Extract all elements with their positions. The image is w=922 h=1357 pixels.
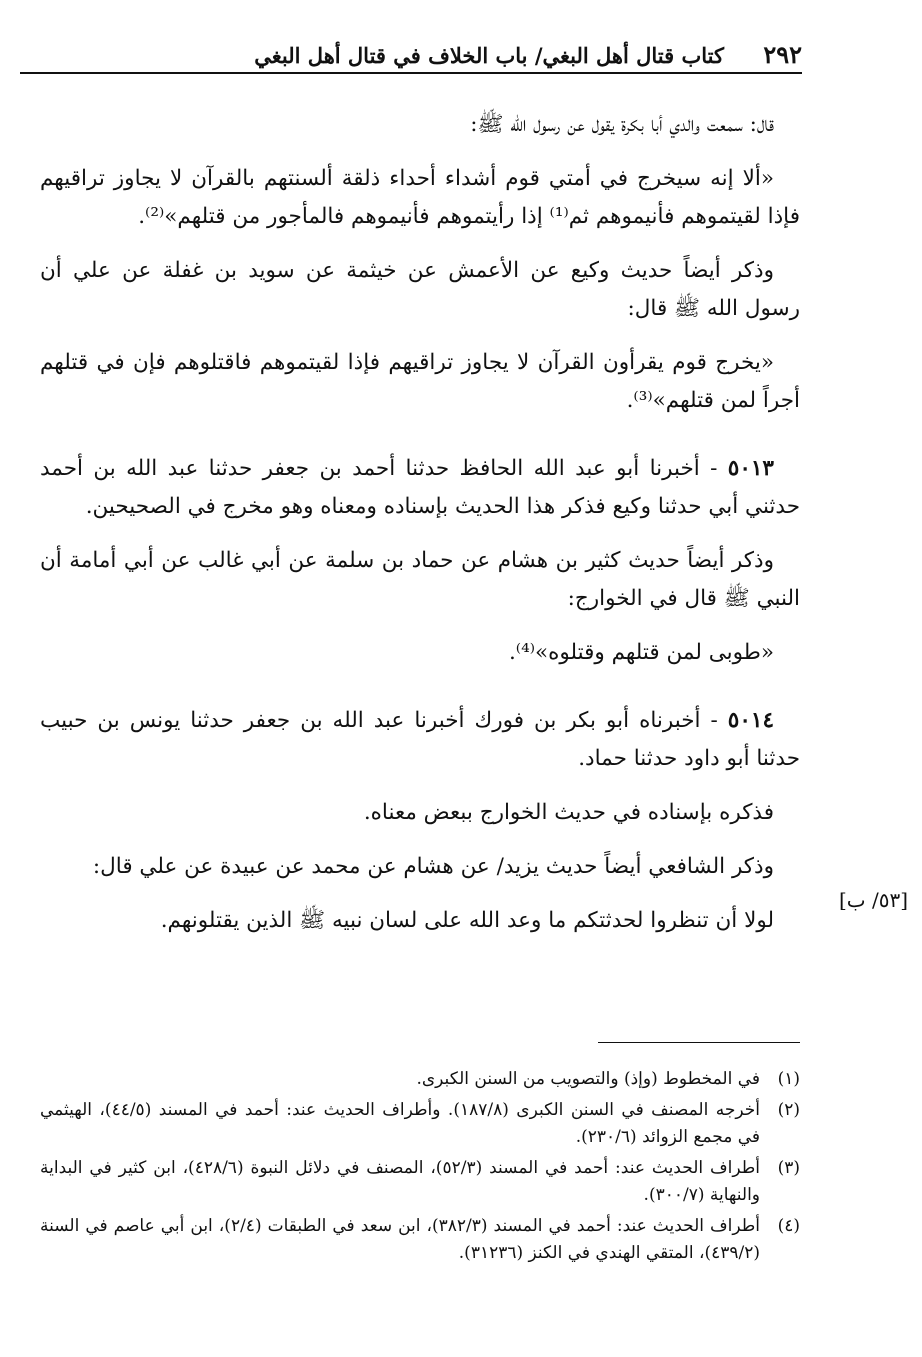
footnote	[40, 1155, 800, 1209]
numbered-hadith	[40, 450, 800, 526]
hadith-text: - أخبرناه أبو بكر بن فورك أخبرنا عبد الله بن جعفر حدثنا يونس بن حبيب حدثنا أبو داود حدثنا حماد.	[40, 708, 800, 771]
header-rule	[20, 72, 802, 74]
footnote-number: (٢)	[777, 1100, 800, 1120]
hadith-number: ٥٠١٤	[727, 708, 774, 733]
numbered-hadith	[40, 702, 800, 778]
hadith-quote: «يخرج قوم يقرأون القرآن لا يجاوز تراقيهم فإذا لقيتموهم فاقتلوهم فإن في قتلهم أجراً لمن قتلهم»⁽³⁾.	[40, 350, 800, 413]
page-header	[20, 40, 802, 70]
paragraph: وذكر أيضاً حديث كثير بن هشام عن حماد بن سلمة عن أبي غالب عن أبي أمامة أن النبي ﷺ قال في الخوارج:	[40, 548, 800, 611]
footnote	[40, 1213, 800, 1267]
hadith-quote: «ألا إنه سيخرج في أمتي قوم أشداء أحداء ذلقة ألسنتهم بالقرآن لا يجاوز تراقيهم فإذا لقيتموهم فأنيموهم ثم⁽¹⁾ إذا رأيتموهم فأنيموهم فالمأجور من قتلهم»⁽²⁾.	[40, 166, 800, 229]
paragraph: لولا أن تنظروا لحدثتكم ما وعد الله على لسان نبيه ﷺ الذين يقتلونهم.	[160, 908, 774, 933]
footnote-number: (١)	[777, 1069, 800, 1089]
footnotes	[40, 1066, 800, 1271]
paragraph: وذكر الشافعي أيضاً حديث يزيد/ عن هشام عن محمد عن عبيدة عن علي قال:	[92, 854, 774, 879]
footnote-rule	[598, 1042, 800, 1043]
footnote-number: (٤)	[777, 1216, 800, 1236]
footnote-text: في المخطوط (وإذ) والتصويب من السنن الكبرى.	[416, 1069, 760, 1089]
hadith-number: ٥٠١٣	[727, 456, 774, 481]
footnote	[40, 1097, 800, 1151]
main-text	[40, 106, 800, 956]
running-title: كتاب قتال أهل البغي/ باب الخلاف في قتال أهل البغي	[254, 43, 724, 68]
paragraph: فذكره بإسناده في حديث الخوارج ببعض معناه.	[363, 800, 774, 825]
manuscript-folio-note: [٥٣/ ب]	[838, 888, 908, 912]
hadith-quote: «طوبى لمن قتلهم وقتلوه»⁽⁴⁾.	[508, 640, 774, 665]
page-number: ٢٩٢	[763, 40, 802, 69]
footnote-number: (٣)	[777, 1158, 800, 1178]
paragraph: قال: سمعت والدي أبا بكرة يقول عن رسول الله ﷺ:	[470, 112, 774, 137]
paragraph: وذكر أيضاً حديث وكيع عن الأعمش عن خيثمة عن سويد بن غفلة عن علي أن رسول الله ﷺ قال:	[40, 258, 800, 321]
footnote-text: أطراف الحديث عند: أحمد في المسند (٥٢/٣)، المصنف في دلائل النبوة (٤٢٨/٦)، ابن كثير في البداية والنهاية (٣٠٠/٧).	[40, 1158, 760, 1205]
hadith-text: - أخبرنا أبو عبد الله الحافظ حدثنا أحمد بن جعفر حدثنا عبد الله بن أحمد حدثني أبي حدثنا وكيع فذكر هذا الحديث بإسناده ومعناه وهو مخرج في الصحيحين.	[40, 456, 800, 519]
footnote	[40, 1066, 800, 1093]
footnote-text: أخرجه المصنف في السنن الكبرى (١٨٧/٨). وأطراف الحديث عند: أحمد في المسند (٤٤/٥)، الهيثمي في مجمع الزوائد (٢٣٠/٦).	[40, 1100, 760, 1147]
footnote-text: أطراف الحديث عند: أحمد في المسند (٣٨٢/٣)، ابن سعد في الطبقات (٢/٤)، ابن أبي عاصم في السنة (٤٣٩/٢)، المتقي الهندي في الكنز (٣١٢٣٦).	[40, 1216, 761, 1263]
